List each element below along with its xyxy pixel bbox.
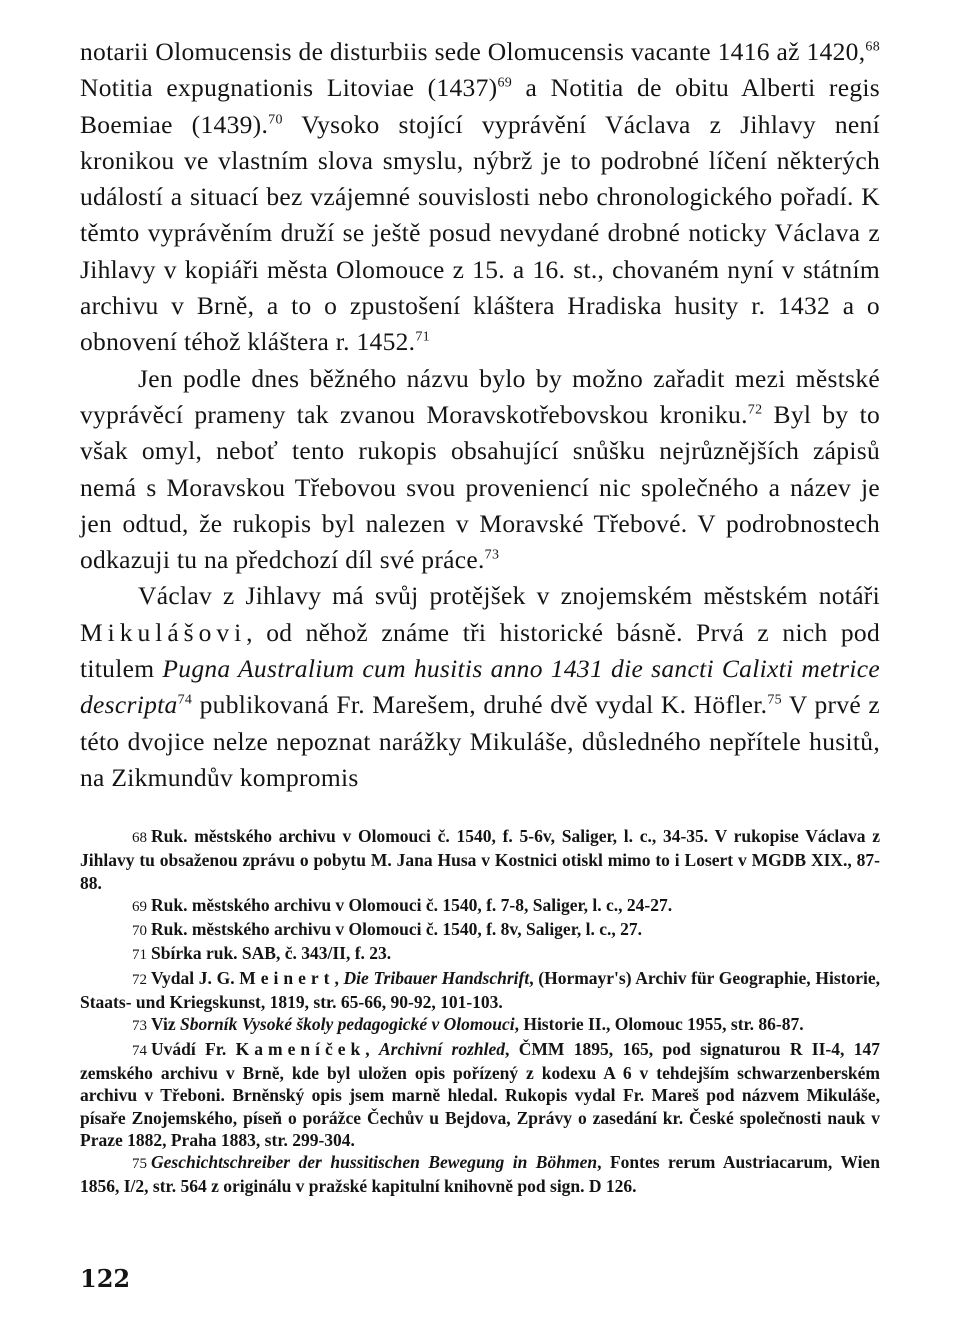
- footnote-ref-68[interactable]: 68: [865, 39, 880, 55]
- footnote-69: 69 Ruk. městského archivu v Olomouci č. 1540, f. 7-8, Saliger, l. c., 24-27.: [132, 894, 673, 915]
- footnote-ref-70[interactable]: 70: [268, 112, 283, 128]
- footnotes: [80, 825, 880, 1198]
- paragraph-3: Václav z Jihlavy má svůj protějšek v znojemském městském notáři Mikulášovi, od něhož známe tři historické básně. Prvá z nich pod titulem Pugna Australium cum husitis anno 1431 die sancti Calixti metrice descripta$^{74}$ publikovaná Fr. Marešem, druhé dvě vydal K. Höfler.$^{75}$ V prvé z této dvojice nelze nepoznat narážky Mikuláše, důsledného nepřítele husitů, na Zikmundův kompromis: [80, 581, 881, 792]
- footnote-71: 71 Sbírka ruk. SAB, č. 343/II, f. 23.: [132, 943, 392, 964]
- footnote-72: 72 Vydal J. G. Meinert, Die Tribauer Handschrift, (Hormayr's) Archiv für Geographie, Historie, Staats- und Kriegskunst, 1819, str. 65-66, 90-92, 101-103.: [80, 967, 880, 1013]
- paragraph-1: notarii Olomucensis de disturbiis sede Olomucensis vacante 1416 až 1420,68 Notitia expugnationis Litoviae $(1437)^{69}$ a Notitia de obitu Alberti regis Boemiae (1439).$^{70}$ Vysoko stojící vyprávění Václava z Jihlavy není kronikou ve vlastním slova smyslu, nýbrž je to podrobné líčení některých událostí a situací bez vzájemné souvislosti nebo chronologického pořadí. K těmto vyprávěním druží se ještě posud nevydané drobné noticky Václava z Jihlavy v kopiáři města Olomouce z 15. a 16. st., chovaném nyní v státním archivu v Brně, a to o zpustošení kláštera Hradiska husity r. 1432 a o obnovení téhož kláštera r. 1452.71: [80, 37, 881, 357]
- paragraph-2: Jen podle dnes běžného názvu bylo by možno zařadit mezi městské vyprávěcí prameny tak zvanou Moravskotřebovskou kroniku.$^{72}$ Byl by to však omyl, neboť tento rukopis obsahující snůšku nejrůznějších zápisů nemá s Moravskou Třebovou svou proveniencí nic společného a název je jen odtud, že rukopis byl nalezen v Moravské Třebové. V podrobnostech odkazuji tu na předchozí díl své práce.$^{73}$: [80, 363, 880, 575]
- spaced-name: Mikulášovi: [80, 617, 247, 647]
- page-number: 122: [80, 1264, 131, 1293]
- footnote-75: 75 Geschichtschreiber der hussitischen Bewegung in Böhmen, Fontes rerum Austriacarum, Wien 1856, I/2, str. 564 z originálu v pražské kapitulní knihovně pod sign. D 126.: [80, 1152, 880, 1197]
- main-text: [80, 34, 880, 796]
- footnote-ref-75[interactable]: 75: [767, 692, 782, 708]
- work-title: Pugna Australium cum husitis anno 1431 die sancti Calixti metrice descripta: [80, 654, 880, 720]
- footnote-ref-72[interactable]: 72: [747, 402, 763, 418]
- footnote-ref-71[interactable]: 71: [415, 329, 430, 345]
- footnote-74: 74 Uvádí Fr. Kameníček, Archivní rozhled, ČMM 1895, 165, pod signaturou R II-4, 147 zemského archivu v Brně, kde byl uložen opis pořízený z kodexu A 6 v tehdejším schwarzenberském archivu v Třeboni. Brněnský opis jsem marně hledal. Rukopis vydal Fr. Mareš pod názvem Mikuláše, písaře Znojemského, píseň o porážce Čechův u Bejdova, Zprávy o zasedání kr. České společnosti nauk v Praze 1882, Praha 1883, str. 299-304.: [80, 1038, 880, 1150]
- footnote-73: 73 Viz Sborník Vysoké školy pedagogické v Olomouci, Historie II., Olomouc 1955, str. 86-87.: [132, 1014, 804, 1035]
- footnote-68: 68 Ruk. městského archivu v Olomouci č. 1540, f. 5-6v, Saliger, l. c., 34-35. V rukopise Václava z Jihlavy tu obsaženou zprávu o pobytu M. Jana Husa v Kostnici otiskl mimo to i Losert v MGDB XIX., 87-88.: [80, 826, 880, 893]
- footnote-70: 70 Ruk. městského archivu v Olomouci č. 1540, f. 8v, Saliger, l. c., 27.: [132, 919, 642, 940]
- footnote-ref-69[interactable]: 69: [497, 75, 513, 91]
- footnote-ref-74[interactable]: 74: [177, 692, 193, 708]
- footnote-ref-73[interactable]: 73: [484, 547, 500, 563]
